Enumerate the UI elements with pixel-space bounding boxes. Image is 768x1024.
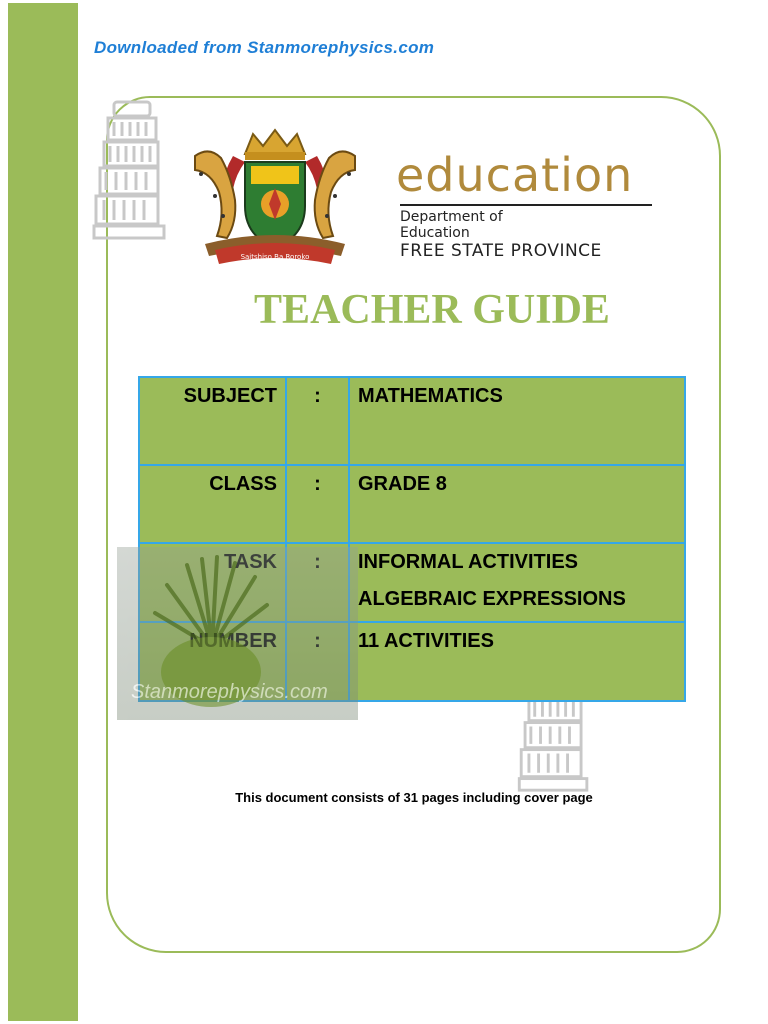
- page-title: TEACHER GUIDE: [254, 287, 610, 333]
- download-source-text: Downloaded from Stanmorephysics.com: [94, 38, 435, 57]
- plant-watermark-image: [117, 547, 358, 720]
- logo-divider: [400, 204, 652, 206]
- row-separator: :: [286, 465, 349, 543]
- table-row: [139, 465, 685, 543]
- plant-leaves-icon: [147, 555, 277, 650]
- left-green-bar: [8, 3, 78, 1021]
- row-label-subject: SUBJECT: [139, 377, 286, 465]
- row-value-subject: MATHEMATICS: [349, 377, 685, 465]
- row-value-class: GRADE 8: [349, 465, 685, 543]
- task-value-line-2: ALGEBRAIC EXPRESSIONS: [358, 588, 626, 610]
- motto-label: Saitshiso Ba Roroko: [240, 253, 310, 261]
- row-separator: :: [286, 377, 349, 465]
- row-value-number: 11 ACTIVITIES: [349, 622, 685, 701]
- department-line-2: Education: [400, 225, 470, 241]
- department-line-1: Department of: [400, 209, 503, 225]
- tower-watermark-icon: [92, 98, 170, 243]
- page-count-note: This document consists of 31 pages including cover page: [235, 790, 593, 805]
- table-row: [139, 377, 685, 465]
- watermark-text: Stanmorephysics.com: [131, 681, 328, 703]
- coat-of-arms-icon: [175, 126, 375, 271]
- row-value-task: [349, 543, 685, 622]
- education-wordmark: education: [396, 148, 634, 202]
- province-name: FREE STATE PROVINCE: [400, 241, 602, 261]
- row-label-class: CLASS: [139, 465, 286, 543]
- task-value-line-1: INFORMAL ACTIVITIES: [358, 551, 578, 573]
